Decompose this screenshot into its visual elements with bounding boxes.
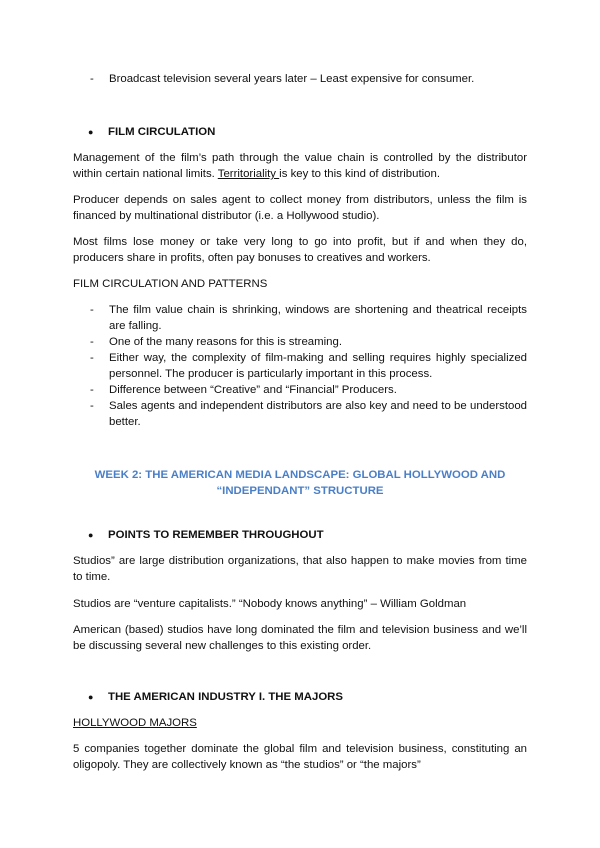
paragraph-five-companies: 5 companies together dominate the global film and television business, constituting an oligopoly. They are collectively known as “the studios” or “the majors” [73, 743, 527, 771]
patterns-list [73, 302, 527, 430]
bullet-icon: ● [88, 127, 94, 137]
paragraph-management: Management of the film’s path through the value chain is controlled by the distributor within certain national limits. Territoriality is key to this kind of distribution. [73, 152, 527, 180]
paragraph-venture-capitalists: Studios are “venture capitalists.” “Nobody knows anything” – William Goldman [73, 598, 467, 610]
territoriality-term: Territoriality [217, 168, 280, 180]
dash-marker: - [90, 400, 94, 412]
list-item: - Difference between “Creative” and “Financial” Producers. [90, 384, 397, 396]
paragraph-most-films: Most films lose money or take very long to go into profit, but if and when they do, producers share in profits, often pay bonuses to creatives and workers. [73, 236, 527, 264]
dash-marker: - [90, 73, 94, 85]
paragraph-producer: Producer depends on sales agent to collect money from distributors, unless the film is financed by multinational distributor (i.e. a Hollywood studio). [73, 194, 527, 222]
heading-film-circulation: ● FILM CIRCULATION [88, 126, 216, 138]
bullet-icon: ● [88, 530, 94, 540]
week2-title: WEEK 2: THE AMERICAN MEDIA LANDSCAPE: GLOBAL HOLLYWOOD AND “INDEPENDANT” STRUCTURE [94, 469, 506, 497]
list-item: - One of the many reasons for this is streaming. [90, 336, 342, 348]
subheading-patterns: FILM CIRCULATION AND PATTERNS [73, 278, 268, 290]
dash-marker: - [90, 304, 94, 316]
heading-american-industry: ● THE AMERICAN INDUSTRY I. THE MAJORS [88, 691, 343, 703]
dash-marker: - [90, 336, 94, 348]
list-item: - The film value chain is shrinking, windows are shortening and theatrical receipts are falling. [90, 304, 527, 332]
intro-list [73, 71, 527, 87]
subheading-hollywood-majors: HOLLYWOOD MAJORS [73, 717, 197, 729]
list-item: - Broadcast television several years later – Least expensive for consumer. [90, 73, 475, 85]
list-item: - Sales agents and independent distributors are also key and need to be understood better. [90, 400, 527, 428]
dash-marker: - [90, 384, 94, 396]
bullet-icon: ● [88, 692, 94, 702]
paragraph-studios-distribution: Studios” are large distribution organizations, that also happen to make movies from time to time. [73, 555, 527, 583]
paragraph-american-studios: American (based) studios have long dominated the film and television business and we’ll be discussing several new challenges to this existing order. [73, 624, 527, 652]
dash-marker: - [90, 352, 94, 364]
heading-points-to-remember: ● POINTS TO REMEMBER THROUGHOUT [88, 529, 324, 541]
list-item: - Either way, the complexity of film-making and selling requires highly specialized personnel. The producer is particularly important in this process. [90, 352, 527, 380]
